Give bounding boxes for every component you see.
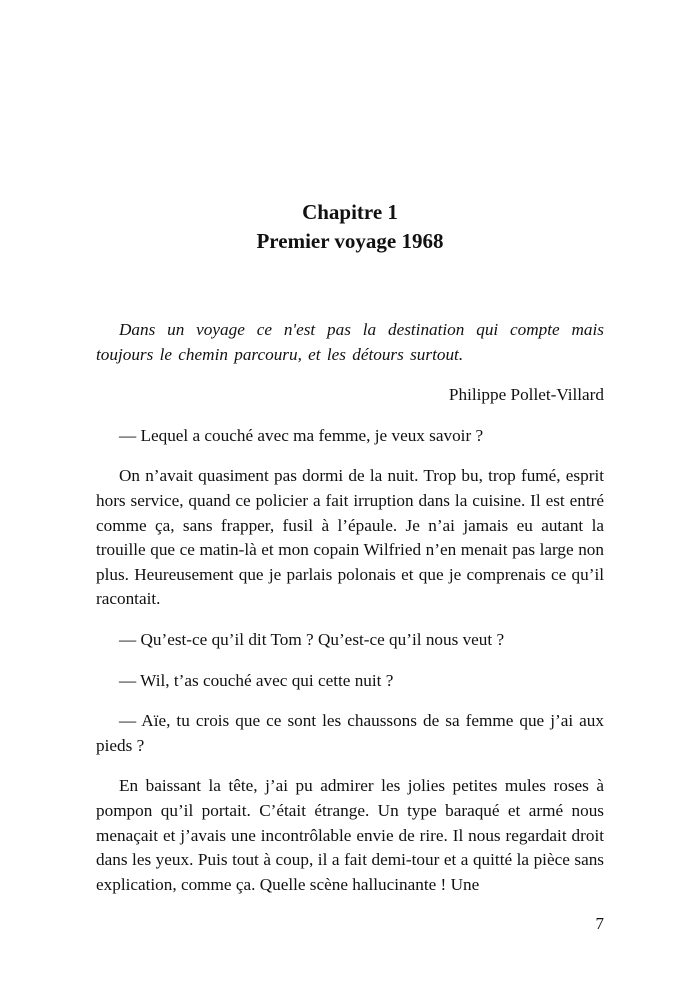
paragraph: — Aïe, tu crois que ce sont les chaussons de sa femme que j’ai aux pieds ? [96, 711, 604, 755]
chapter-number: Chapitre 1 [302, 200, 398, 224]
chapter-heading [0, 198, 700, 256]
paragraph: — Qu’est-ce qu’il dit Tom ? Qu’est-ce qu’il nous veut ? [119, 629, 505, 649]
body-text [96, 318, 604, 897]
paragraph: — Lequel a couché avec ma femme, je veux savoir ? [119, 425, 484, 445]
epigraph-text: Dans un voyage ce n'est pas la destination qui compte mais toujours le chemin parcouru, et les détours surtout. [96, 320, 604, 364]
epigraph-author: Philippe Pollet-Villard [448, 385, 604, 405]
paragraph: — Wil, t’as couché avec qui cette nuit ? [119, 670, 394, 690]
paragraph: En baissant la tête, j’ai pu admirer les jolies petites mules roses à pompon qu’il portait. C’était étrange. Un type baraqué et armé nous menaçait et j’avais une incontrôlable envie de rire. Il nous regardait droit dans les yeux. Puis tout à coup, il a fait demi-tour et a quitté la pièce sans explication, comme ça. Quelle scène hallucinante ! Une [96, 776, 604, 894]
chapter-title: Premier voyage 1968 [256, 229, 444, 253]
paragraph: On n’avait quasiment pas dormi de la nuit. Trop bu, trop fumé, esprit hors service, quand ce policier a fait irruption dans la cuisine. Il est entré comme ça, sans frapper, fusil à l’épaule. Je n’ai jamais eu autant la trouille que ce matin-là et mon copain Wilfried n’en menait pas large non plus. Heureusement que je parlais polonais et que je comprenais ce qu’il racontait. [96, 466, 604, 609]
page-number: 7 [595, 914, 604, 933]
